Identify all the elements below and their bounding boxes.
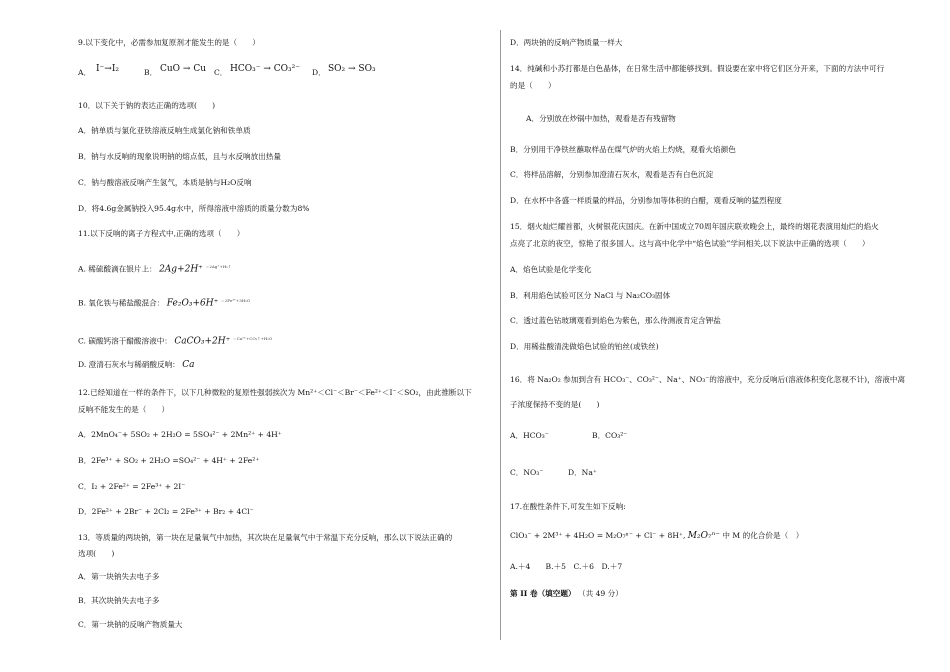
q14-option-a: A．分别放在炒锅中加热，观看是否有残留物: [526, 114, 676, 123]
q13-option-a: A．第一块钠失去电子多: [78, 572, 160, 581]
q10-option-c: C．钠与酸溶液反响产生氢气，本质是钠与H₂O反响: [78, 178, 252, 187]
q17-equation-ion: M₂O₇ⁿ⁻: [687, 531, 720, 541]
q9-option-c: HCO₃⁻ → CO₃²⁻: [230, 64, 300, 74]
q16-stem-line1: 16．将 Na₂O₂ 参加到含有 HCO₃⁻、CO₃²⁻、Na⁺、NO₃⁻的溶液中，充分反响后(溶液体积变化忽视不计)，溶液中离: [510, 375, 906, 384]
q17-stem: 17.在酸性条件下,可发生如下反响:: [510, 502, 626, 511]
q13-option-d: D．两块钠的反响产物质量一样大: [510, 38, 623, 47]
q11-option-c-equation: CaCO₃+2H⁺: [174, 336, 231, 347]
q12-stem-line2: 反响不能发生的是（ ）: [78, 405, 170, 414]
q14-stem-line2: 的是（ ）: [510, 81, 556, 90]
q10-stem: 10．以下关于钠的表达正确的选项( ): [78, 101, 216, 110]
q14-option-b: B．分别用干净铁丝蘸取样品在煤气炉的火焰上灼烧，观看火焰颜色: [510, 145, 736, 154]
q13-option-b: B．其次块钠失去电子多: [78, 596, 160, 605]
q16-option-d: D．Na⁺: [568, 468, 597, 477]
q11-option-b-equation: Fe₂O₃+6H⁺: [166, 298, 219, 309]
q9-option-b: CuO → Cu: [160, 64, 207, 74]
q11-option-c-equation-tail: ＝Ca²⁺+CO₂↑+H₂O: [232, 336, 273, 341]
q16-option-b: B．CO₃²⁻: [592, 431, 628, 440]
q15-option-a: A．焰色试验是化学变化: [510, 265, 592, 274]
q13-stem-line2: 选项( ): [78, 549, 115, 558]
column-divider: [500, 30, 501, 640]
q9-option-a-label: A．: [78, 68, 92, 77]
q17-equation: ClO₃⁻ + 2M³⁺ + 4H₂O = M₂O₇ⁿ⁻ + Cl⁻ + 8H⁺,: [510, 531, 686, 540]
q17-options: A.＋4 B.＋5 C.＋6 D.＋7: [510, 562, 623, 571]
q12-option-b: B．2Fe³⁺ + SO₂ + 2H₂O =SO₄²⁻ + 4H⁺ + 2Fe²⁺: [78, 456, 260, 465]
q12-stem-line1: 12.已经知道在一样的条件下，以下几种微粒的复原性强弱挨次为 Mn²⁺＜Cl⁻＜Br⁻＜Fe²⁺＜I⁻＜SO₂，由此推断以下: [78, 388, 472, 397]
q9-option-a: I⁻→I₂: [96, 64, 120, 74]
q12-option-d: D．2Fe²⁺ + 2Br⁻ + 2Cl₂ = 2Fe³⁺ + Br₂ + 4Cl⁻: [78, 507, 254, 516]
q14-option-c: C．将样品溶解，分别参加澄清石灰水，观看是否有白色沉淀: [510, 170, 714, 179]
q14-option-d: D．在水杯中各盛一样质量的样品，分别参加等体积的白醋，观看反响的猛烈程度: [510, 196, 782, 205]
q11-stem: 11.以下反响的离子方程式中,正确的选项（ ）: [78, 229, 245, 238]
q9-stem: 9.以下变化中，必需参加复原剂才能发生的是（ ）: [78, 38, 260, 47]
q13-option-c: C．第一块钠的反响产物质量大: [78, 620, 183, 629]
q15-stem-line2: 点亮了北京的夜空，惊艳了很多国人。这与高中化学中“焰色试验”学问相关,以下说法中正确的选项（ ）: [510, 239, 870, 248]
q16-stem-line2: 子浓度保持不变的是( ): [510, 400, 600, 409]
q12-option-a: A．2MnO₄⁻+ 5SO₂ + 2H₂O = 5SO₄²⁻ + 2Mn²⁺ + 4H⁺: [78, 430, 282, 439]
q11-option-b-equation-tail: ＝2Fe³⁺+3H₂O: [220, 298, 251, 303]
q9-option-d-label: D．: [312, 68, 326, 77]
q10-option-a: A．钠单质与氯化亚铁溶液反响生成氯化钠和铁单质: [78, 126, 251, 135]
section-score-note: （共 49 分）: [577, 589, 623, 598]
q9-option-d: SO₂ → SO₃: [328, 64, 376, 74]
q10-option-b: B．钠与水反响的现象说明钠的熔点低，且与水反响放出热量: [78, 152, 282, 161]
q16-option-a: A．HCO₃⁻: [510, 431, 549, 440]
q10-option-d: D．将4.6g金属钠投入95.4g水中，所得溶液中溶质的质量分数为8%: [78, 204, 310, 213]
q15-option-b: B．利用焰色试验可区分 NaCl 与 Na₂CO₃固体: [510, 291, 671, 300]
q16-option-c: C．NO₃⁻: [510, 468, 544, 477]
section-title: 第 II 卷（填空题）: [510, 589, 576, 598]
q11-option-d-equation: Ca: [182, 360, 195, 370]
q11-option-a-equation-tail: ＝2Ag⁺+H₂↑: [205, 264, 232, 269]
q11-option-c: C. 碳酸钙溶于醋酸溶液中：: [78, 336, 172, 346]
q15-stem-line1: 15．烟火灿烂耀首都，火树银花庆国庆。在新中国成立70周年国庆联欢晚会上，最终的烟花表演用灿烂的焰火: [510, 222, 879, 231]
q12-option-c: C．I₂ + 2Fe²⁺ = 2Fe³⁺ + 2I⁻: [78, 482, 186, 491]
q15-option-c: C．透过蓝色钴玻璃观看到焰色为紫色，那么待测液肯定含钾盐: [510, 316, 721, 325]
q9-option-b-label: B．: [144, 68, 158, 77]
q9-option-c-label: C．: [214, 68, 228, 77]
q11-option-b: B. 氧化铁与稀盐酸混合：: [78, 298, 165, 308]
q14-stem-line1: 14．纯碱和小苏打都是白色晶体，在日常生活中都能够找到。假设要在家中将它们区分开来，下面的方法中可行: [510, 64, 885, 73]
q11-option-a-equation: 2Ag+2H⁺: [159, 264, 203, 275]
q13-stem-line1: 13．等质量的两块钠，第一块在足量氧气中加热，其次块在足量氧气中于常温下充分反响，那么以下说法正确的: [78, 533, 453, 542]
q17-equation-question: 中 M 的化合价是（ ）: [722, 531, 804, 540]
q11-option-a: A. 稀硫酸滴在银片上：: [78, 264, 157, 274]
q11-option-d: D. 澄清石灰水与稀硝酸反响：: [78, 360, 180, 369]
q15-option-d: D．用稀盐酸清洗做焰色试验的铂丝(或铁丝): [510, 342, 659, 351]
